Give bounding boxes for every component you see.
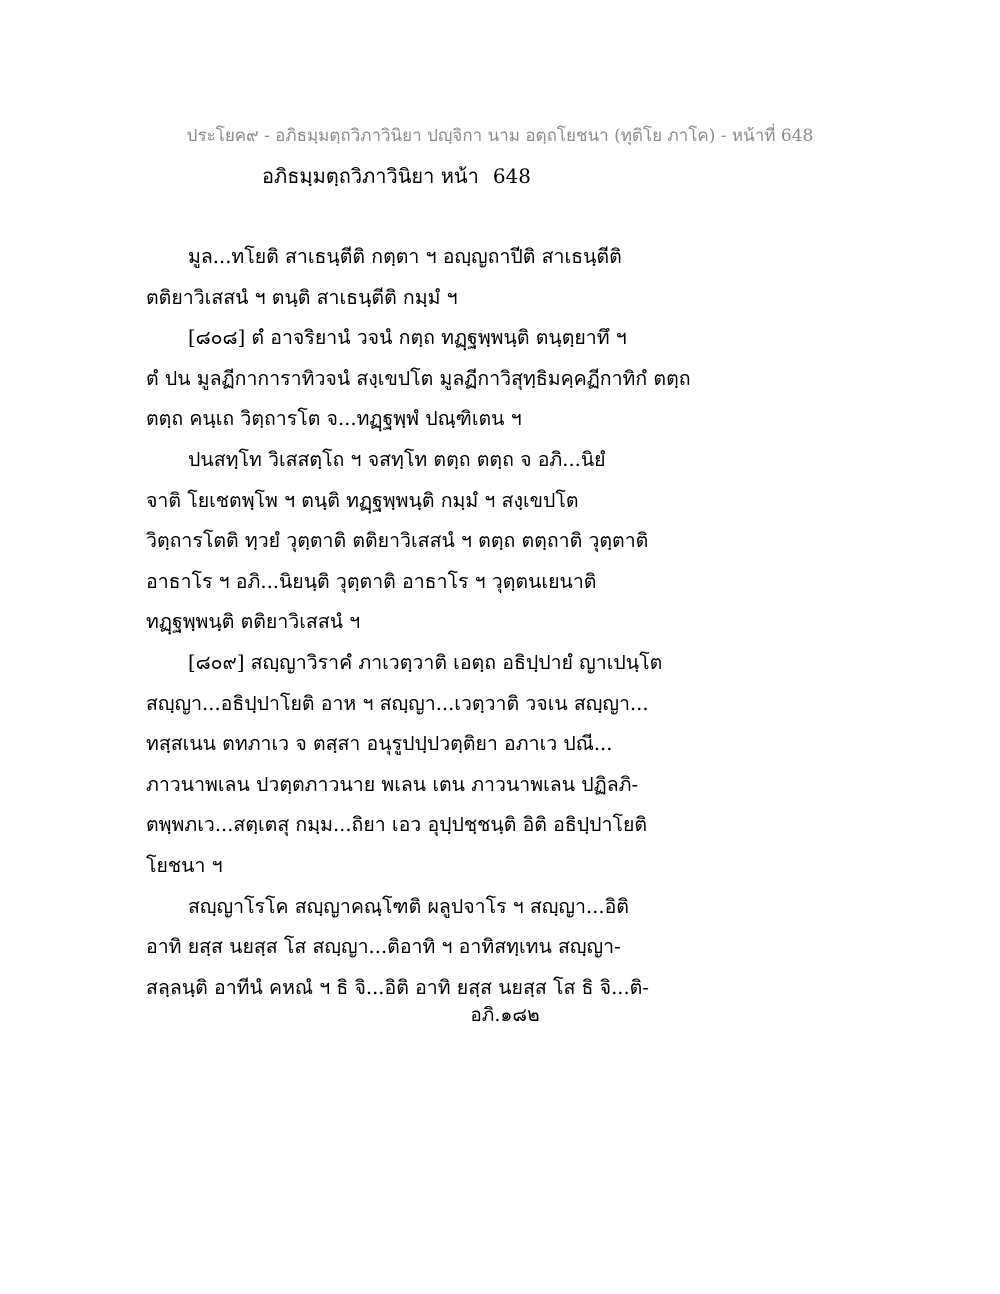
text-line: ทฏฺฐพฺพนฺติ ตติยาวิเสสนํ ฯ — [146, 610, 361, 634]
text-line: ทสฺสเนน ตทภาเว จ ตสฺสา อนุรูปปฺปวตฺติยา อภาเว ปณี... — [146, 732, 613, 756]
text-line: จาติ โยเชตพฺโพ ฯ ตนฺติ ทฏฺฐพฺพนฺติ กมฺมํ ฯ สงฺเขปโต — [146, 488, 579, 512]
text-line: [๘๐๙] สญฺญาวิราคํ ภาเวตฺวาติ เอตฺถ อธิปฺปายํ ญาเปนฺโต — [188, 650, 663, 674]
text-line: อาธาโร ฯ อภิ...นิยนฺติ วุตฺตาติ อาธาโร ฯ วุตฺตนเยนาติ — [146, 569, 597, 593]
page-heading-title: อภิธมฺมตฺถวิภาวินิยา หน้า — [262, 164, 479, 188]
running-header: ประโยค๙ - อภิธมฺมตฺถวิภาวินิยา ปญฺจิกา นาม อตฺถโยชนา (ทุติโย ภาโค) - หน้าที่ 648 — [186, 126, 814, 146]
text-line: อาทิ ยสฺส นยสฺส โส สญฺญา...ติอาทิ ฯ อาทิสทฺเทน สญฺญา- — [146, 935, 621, 959]
text-line: ตตฺถ คนฺเถ วิตฺถารโต จ...ทฏฺฐพฺพํ ปณฺฑิเตน ฯ — [146, 407, 522, 431]
page-number: 648 — [492, 164, 531, 188]
text-line: มูล...ทโยติ สาเธนฺตีติ กตฺตา ฯ อญฺญถาปีติ สาเธนฺตีติ — [188, 245, 622, 268]
folio-mark: อภิ.๑๘๒ — [470, 1004, 540, 1026]
page-heading — [262, 160, 531, 192]
text-line: สลฺลนฺติ อาทีนํ คหณํ ฯ ธิ จิ...อิติ อาทิ ยสฺส นยสฺส โส ธิ จิ...ติ- — [146, 975, 649, 999]
text-line: ปนสทฺโท วิเสสตฺโถ ฯ จสทฺโท ตตฺถ ตตฺถ จ อภิ...นิยํ — [188, 447, 606, 471]
text-line: ตติยาวิเสสนํ ฯ ตนฺติ สาเธนฺตีติ กมฺมํ ฯ — [146, 285, 458, 309]
text-line: ตํ ปน มูลฏีกาการาทิวจนํ สงฺเขปโต มูลฏีกาวิสุทฺธิมคฺคฏีกาทิกํ ตตฺถ — [146, 366, 691, 390]
text-line: ตพฺพภเว...สตฺเตสุ กมฺม...ถิยา เอว อุปฺปชฺชนฺติ อิติ อธิปฺปาโยติ — [146, 813, 648, 837]
text-line: สญฺญา...อธิปฺปาโยติ อาห ฯ สญฺญา...เวตฺวาติ วจเน สญฺญา... — [146, 691, 649, 715]
text-line: ภาวนาพเลน ปวตฺตภาวนาย พเลน เตน ภาวนาพเลน ปฏิลภิ- — [146, 772, 639, 796]
text-line: สญฺญาโรโค สญฺญาคณฺโฑติ ผลูปจาโร ฯ สญฺญา...อิติ — [188, 894, 629, 918]
text-line: โยชนา ฯ — [146, 853, 223, 877]
text-line: [๘๐๘] ตํ อาจริยานํ วจนํ กตฺถ ทฏฺฐพฺพนฺติ ตนฺตฺยาทึ ฯ — [188, 326, 627, 350]
text-line: วิตฺถารโตติ ทฺวยํ วุตฺตาติ ตติยาวิเสสนํ ฯ ตตฺถ ตตฺถาติ วุตฺตาติ — [146, 529, 649, 553]
body-text — [146, 237, 766, 1008]
